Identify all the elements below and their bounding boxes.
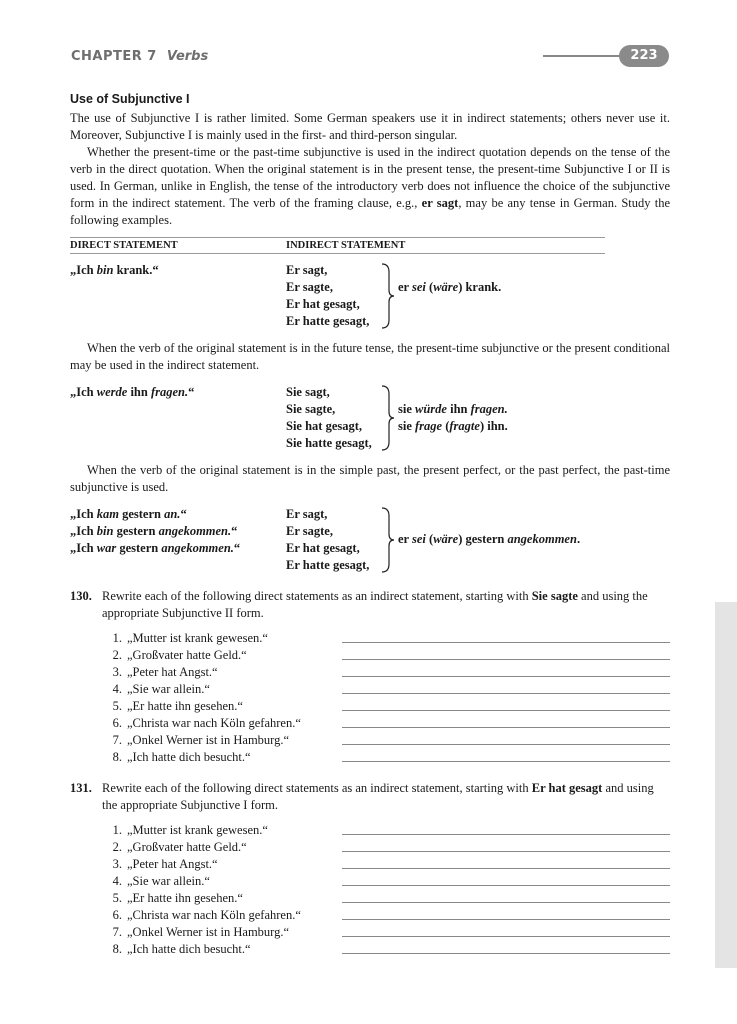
col-header-indirect: INDIRECT STATEMENT — [286, 240, 406, 251]
brace-icon — [380, 262, 396, 330]
item-text: „Christa war nach Köln gefahren.“ — [127, 716, 301, 730]
example-1-intro: Er sagt, Er sagte, Er hat gesagt, Er hatte gesagt, — [286, 263, 370, 328]
answer-line[interactable] — [342, 834, 670, 835]
paragraph-1: The use of Subjunctive I is rather limited. Some German speakers use it in indirect statements; others never use it. Moreover, Subjunctive I is mainly used in the first- and third-person singular. — [70, 111, 670, 142]
exercise-131-number: 131. — [70, 781, 92, 795]
item-text: „Er hatte ihn gesehen.“ — [127, 699, 243, 713]
paragraph-2-text: Whether the present-time or the past-time subjunctive is used in the indirect quotation depends on the tense of the verb in the direct quotation. When the original statement is in the present tense, the present-time Subjunctive I or II is used. In German, unlike in English, the tense of the introductory verb does not influence the choice of the subjunctive form in the indirect statement. The verb of the framing clause, e.g., — [70, 145, 670, 210]
answer-line[interactable] — [342, 851, 670, 852]
item-text: „Ich hatte dich besucht.“ — [127, 942, 251, 956]
example-3-direct: „Ich kam gestern an.“ „Ich bin gestern angekommen.“ „Ich war gestern angekommen.“ — [70, 507, 241, 555]
example-3-intro: Er sagt, Er sagte, Er hat gesagt, Er hatte gesagt, — [286, 507, 370, 572]
item-number: 1. — [112, 631, 122, 645]
item-number: 7. — [112, 733, 122, 747]
list-item — [70, 749, 670, 766]
side-tab — [715, 602, 737, 968]
answer-line[interactable] — [342, 919, 670, 920]
item-text: „Er hatte ihn gesehen.“ — [127, 891, 243, 905]
item-text: „Onkel Werner ist in Hamburg.“ — [127, 925, 290, 939]
exercise-130-items — [70, 630, 670, 766]
item-text: „Großvater hatte Geld.“ — [127, 840, 247, 854]
brace-icon — [380, 384, 396, 452]
item-text: „Peter hat Angst.“ — [127, 857, 218, 871]
item-text: „Sie war allein.“ — [127, 682, 210, 696]
item-text: „Ich hatte dich besucht.“ — [127, 750, 251, 764]
item-number: 4. — [112, 682, 122, 696]
item-text: „Onkel Werner ist in Hamburg.“ — [127, 733, 290, 747]
example-2-direct: „Ich werde ihn fragen.“ — [70, 385, 195, 399]
answer-line[interactable] — [342, 868, 670, 869]
item-number: 3. — [112, 857, 122, 871]
answer-line[interactable] — [342, 953, 670, 954]
example-3 — [70, 506, 670, 574]
paragraph-3: When the verb of the original statement is in the future tense, the present-time subjunctive or the present conditional may be used in the indirect statement. — [70, 341, 670, 372]
example-2-result-2: sie frage (fragte) ihn. — [398, 419, 508, 433]
paragraph-2-bold: er sagt — [421, 196, 459, 210]
brace-icon — [380, 506, 396, 574]
answer-line[interactable] — [342, 902, 670, 903]
list-item — [70, 715, 670, 732]
paragraph-2 — [70, 144, 670, 229]
list-item — [70, 856, 670, 873]
answer-line[interactable] — [342, 936, 670, 937]
answer-line[interactable] — [342, 659, 670, 660]
item-text: „Christa war nach Köln gefahren.“ — [127, 908, 301, 922]
list-item — [70, 873, 670, 890]
list-item — [70, 890, 670, 907]
section-heading: Use of Subjunctive I — [70, 92, 190, 106]
item-text: „Peter hat Angst.“ — [127, 665, 218, 679]
item-number: 2. — [112, 648, 122, 662]
item-text: „Mutter ist krank gewesen.“ — [127, 631, 268, 645]
page-header — [71, 45, 669, 67]
answer-line[interactable] — [342, 744, 670, 745]
example-2-result-1: sie würde ihn fragen. — [398, 402, 508, 416]
list-item — [70, 732, 670, 749]
answer-line[interactable] — [342, 761, 670, 762]
exercise-130 — [70, 588, 670, 766]
list-item — [70, 630, 670, 647]
example-2-intro: Sie sagt, Sie sagte, Sie hat gesagt, Sie hatte gesagt, — [286, 385, 372, 450]
answer-line[interactable] — [342, 727, 670, 728]
list-item — [70, 907, 670, 924]
example-1-direct: „Ich bin krank.“ — [70, 263, 159, 277]
list-item — [70, 941, 670, 958]
paragraph-4: When the verb of the original statement is in the simple past, the present perfect, or the past perfect, the past-time subjunctive is used. — [70, 463, 670, 494]
chapter-label — [71, 49, 208, 64]
col-header-direct: DIRECT STATEMENT — [70, 240, 178, 251]
list-item — [70, 822, 670, 839]
list-item — [70, 698, 670, 715]
list-item — [70, 647, 670, 664]
item-text: „Großvater hatte Geld.“ — [127, 648, 247, 662]
page-number: 223 — [619, 45, 669, 67]
item-number: 5. — [112, 891, 122, 905]
exercise-131-items — [70, 822, 670, 958]
example-1-result: er sei (wäre) krank. — [398, 280, 502, 294]
answer-line[interactable] — [342, 642, 670, 643]
chapter-number: CHAPTER 7 — [71, 49, 157, 64]
exercise-130-instructions: Rewrite each of the following direct statements as an indirect statement, starting with Sie sagte and using the appropriate Subjunctive II form. — [102, 589, 648, 620]
example-2-result — [398, 401, 508, 435]
list-item — [70, 839, 670, 856]
page-content — [70, 92, 670, 958]
item-number: 2. — [112, 840, 122, 854]
item-text: „Mutter ist krank gewesen.“ — [127, 823, 268, 837]
table-header — [70, 237, 605, 254]
item-number: 6. — [112, 716, 122, 730]
header-rule — [543, 55, 629, 57]
item-number: 1. — [112, 823, 122, 837]
answer-line[interactable] — [342, 710, 670, 711]
exercise-130-number: 130. — [70, 589, 92, 603]
exercise-131-instructions: Rewrite each of the following direct statements as an indirect statement, starting with Er hat gesagt and using the appropriate Subjunctive I form. — [102, 781, 654, 812]
paragraph-2-end: , may be any tense in German. Study the following examples. — [70, 196, 671, 227]
examples-table — [70, 237, 605, 330]
chapter-section: Verbs — [166, 49, 209, 64]
answer-line[interactable] — [342, 885, 670, 886]
exercise-131 — [70, 780, 670, 958]
answer-line[interactable] — [342, 676, 670, 677]
item-text: „Sie war allein.“ — [127, 874, 210, 888]
answer-line[interactable] — [342, 693, 670, 694]
item-number: 8. — [112, 942, 122, 956]
item-number: 4. — [112, 874, 122, 888]
item-number: 8. — [112, 750, 122, 764]
example-3-result: er sei (wäre) gestern angekommen. — [398, 532, 581, 546]
item-number: 3. — [112, 665, 122, 679]
example-2 — [70, 384, 670, 452]
list-item — [70, 681, 670, 698]
list-item — [70, 924, 670, 941]
list-item — [70, 664, 670, 681]
item-number: 5. — [112, 699, 122, 713]
item-number: 7. — [112, 925, 122, 939]
example-1 — [70, 262, 605, 330]
item-number: 6. — [112, 908, 122, 922]
